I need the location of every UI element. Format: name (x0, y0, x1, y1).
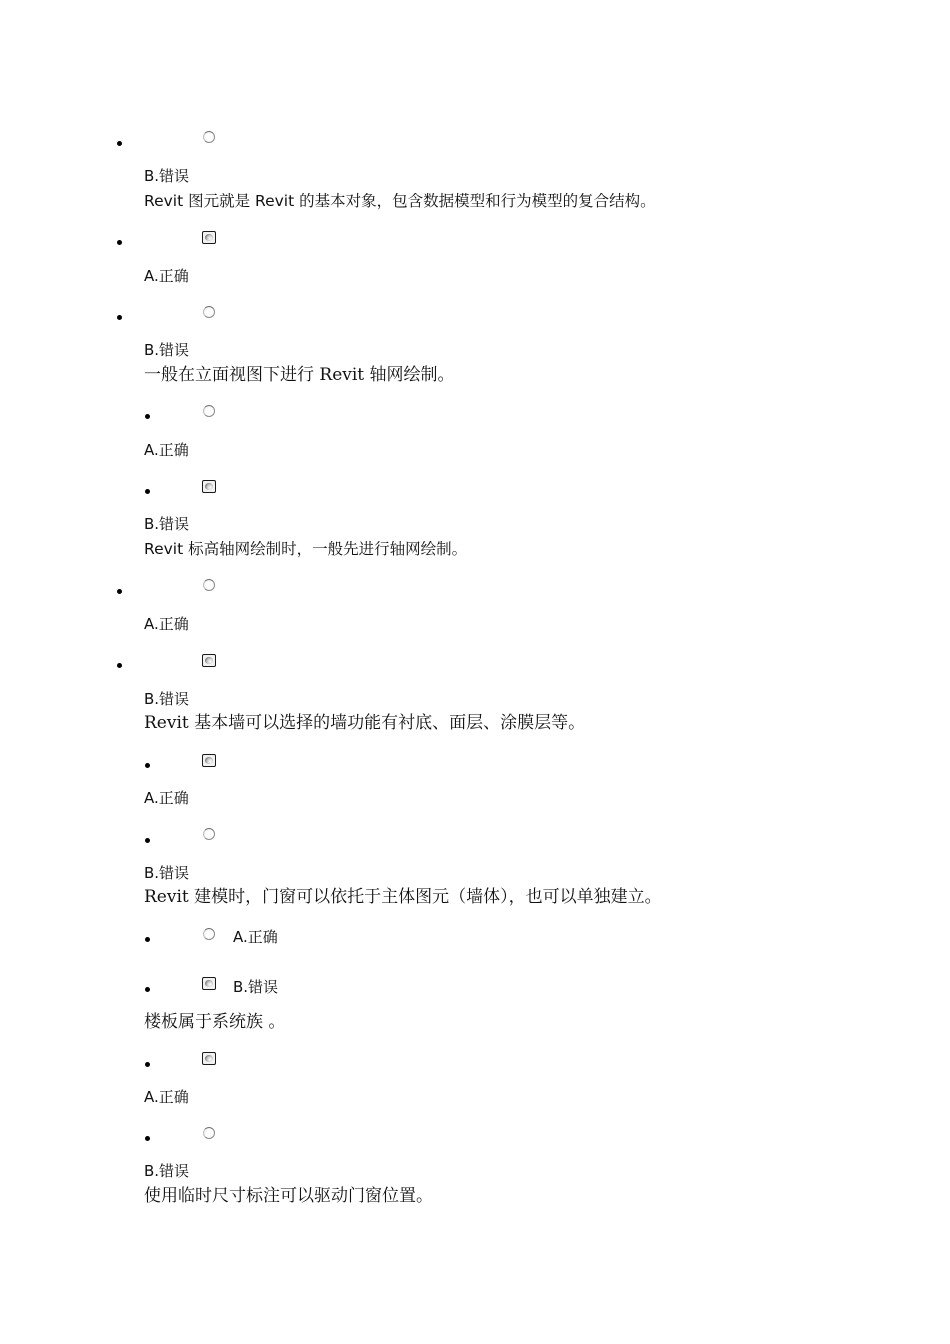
list-bullet (117, 315, 122, 320)
option-label: B.错误 (144, 1162, 190, 1180)
radio-option-a[interactable] (203, 579, 215, 591)
radio-option-b[interactable] (203, 306, 215, 318)
list-bullet (145, 414, 150, 419)
list-bullet (145, 489, 150, 494)
option-label: A.正确 (144, 441, 189, 459)
option-label: A.正确 (144, 267, 189, 285)
list-bullet (145, 1062, 150, 1067)
list-bullet (145, 763, 150, 768)
list-bullet (117, 240, 122, 245)
list-bullet (145, 1136, 150, 1141)
list-bullet (117, 589, 122, 594)
radio-option-a[interactable] (203, 405, 215, 417)
option-label: B.错误 (144, 167, 190, 185)
option-label: A.正确 (144, 1088, 189, 1106)
radio-option-a[interactable] (202, 754, 216, 767)
question-text: Revit 建模时，门窗可以依托于主体图元（墙体），也可以单独建立。 (144, 887, 662, 907)
radio-option-b[interactable] (202, 480, 216, 493)
option-label: B.错误 (144, 341, 190, 359)
radio-option-b[interactable] (202, 654, 216, 667)
radio-option-b[interactable] (203, 828, 215, 840)
option-label: B.错误 (144, 515, 190, 533)
list-bullet (145, 838, 150, 843)
radio-option-b[interactable] (203, 1127, 215, 1139)
question-text: Revit 图元就是 Revit 的基本对象，包含数据模型和行为模型的复合结构。 (144, 192, 656, 210)
option-label: A.正确 (144, 789, 189, 807)
option-label: B.错误 (144, 864, 190, 882)
option-label: B.错误 (233, 978, 279, 996)
radio-option-b[interactable] (202, 977, 216, 990)
option-label: B.错误 (144, 690, 190, 708)
list-bullet (145, 987, 150, 992)
radio-option-b[interactable] (203, 131, 215, 143)
list-bullet (117, 141, 122, 146)
question-text: 使用临时尺寸标注可以驱动门窗位置。 (144, 1186, 433, 1206)
radio-option-a[interactable] (202, 1052, 216, 1065)
list-bullet (117, 663, 122, 668)
list-bullet (145, 937, 150, 942)
question-text: 一般在立面视图下进行 Revit 轴网绘制。 (144, 365, 455, 385)
option-label: A.正确 (233, 928, 278, 946)
radio-option-a[interactable] (203, 928, 215, 940)
question-text: 楼板属于系统族 。 (144, 1012, 286, 1032)
question-text: Revit 标高轴网绘制时，一般先进行轴网绘制。 (144, 540, 468, 558)
radio-option-a[interactable] (202, 231, 216, 244)
question-text: Revit 基本墙可以选择的墙功能有衬底、面层、涂膜层等。 (144, 713, 586, 733)
option-label: A.正确 (144, 615, 189, 633)
